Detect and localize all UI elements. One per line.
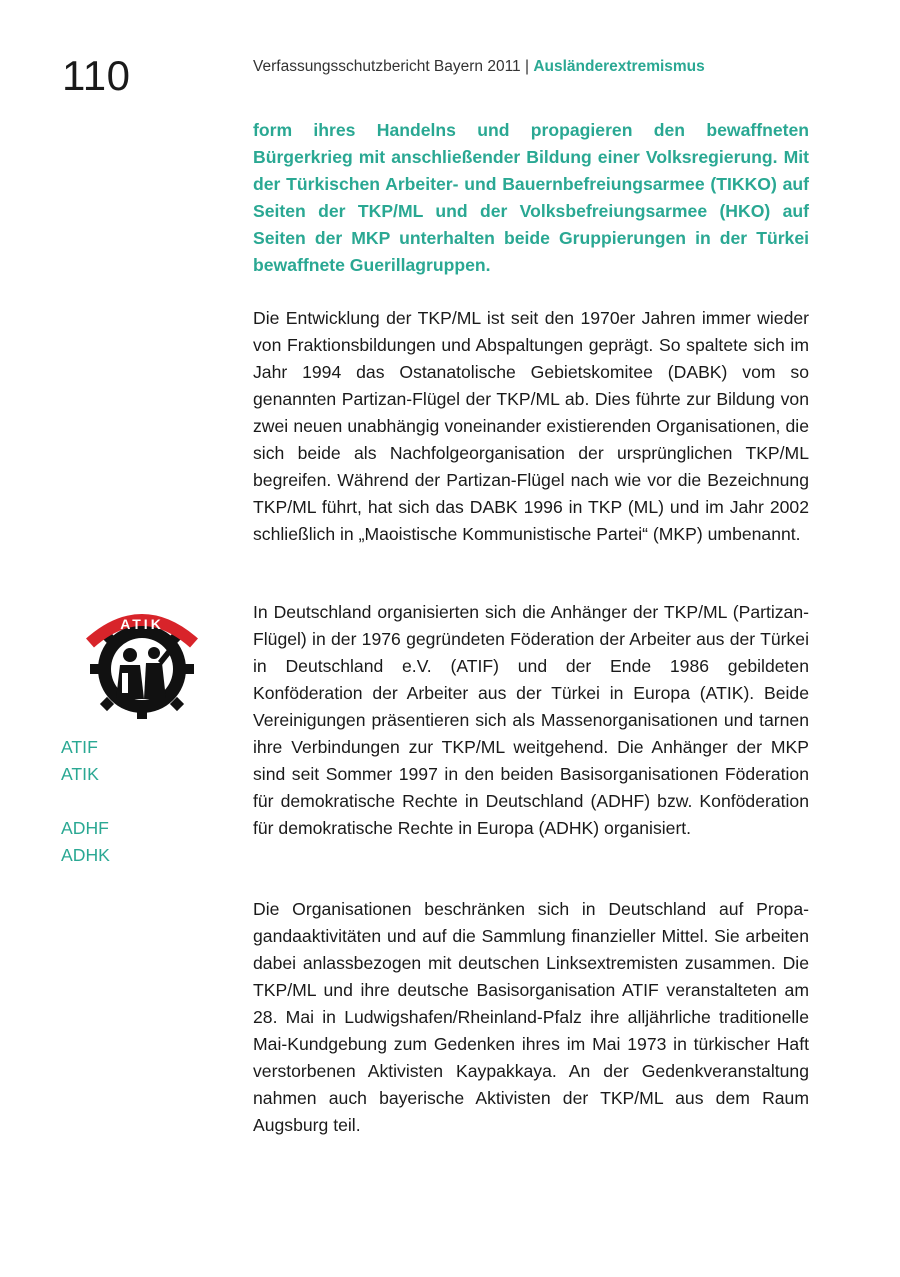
paragraph-text: In Deutschland organisierten sich die Anhänger der TKP/ML (Partizan-Flügel) in der 1976 gegründeten Föderation der Arbeiter aus der Türkei in Deutschland e.V. (ATIF) und der Ende 1986 gebildeten Konföderation der Arbeiter aus der Türkei in Europa (ATIK). Beide Vereinigungen präsentieren sich als Massenorganisationen und tarnen ihre Verbindungen zur TKP/ML weitgehend. Die Anhänger der MKP sind seit Sommer 1997 in den beiden Basisorganisationen Föderation für demokratische Rechte in Deutschland (ADHF) bzw. Konföderation für demokratische Rechte in Europa (ADHK) organisiert. [253,602,809,838]
running-header [253,58,705,76]
paragraph-1 [253,305,809,548]
margin-notes [61,734,110,869]
margin-note-atik: ATIK [61,764,99,784]
margin-note-adhf: ADHF [61,818,109,838]
paragraph-2 [253,599,809,842]
lead-paragraph [253,117,809,279]
paragraph-text: Die Entwicklung der TKP/ML ist seit den 1970er Jahren immer wieder von Fraktionsbildungen und Abspaltungen geprägt. So spaltete sich im Jahr 1994 das Ostanatolische Gebietskomitee (DABK) vom so genannten Partizan-Flügel der TKP/ML ab. Dies führte zur Bildung von zwei neuen unabhängig voneinander existierenden Organisationen, die sich beide als Nachfolgeorganisation der ursprünglichen TKP/ML begreifen. Während der Partizan-Flügel nach wie vor die Bezeichnung TKP/ML führt, hat sich das DABK 1996 in TKP (ML) und im Jahr 2002 schließlich in „Maoistische Kommunistische Partei“ (MKP) umbenannt. [253,308,809,544]
paragraph-3 [253,896,809,1139]
margin-note-atif: ATIF [61,737,98,757]
page-number: 110 [62,52,131,99]
header-separator: | [525,58,530,75]
lead-paragraph-text: form ihres Handelns und propagieren den bewaffneten Bürgerkrieg mit anschließender Bildung einer Volksregierung. Mit der Türkischen Arbeiter- und Bauernbefreiungsarmee (TIKKO) auf Seiten der TKP/ML und der Volksbefreiungsarmee (HKO) auf Seiten der MKP unterhalten beide Gruppierungen in der Türkei bewaffnete Guerillagruppen. [253,120,809,275]
header-section: Ausländerextremismus [533,58,705,75]
margin-note-adhk: ADHK [61,845,110,865]
header-title: Verfassungsschutzbericht Bayern 2011 [253,58,521,75]
atik-logo-icon [62,603,218,719]
margin-notes-gap [61,788,110,815]
paragraph-text: Die Organisationen beschränken sich in Deutschland auf Propagandaaktivitäten und auf die Sammlung finanzieller Mittel. Sie arbeiten dabei anlassbezogen mit deutschen Linksextremisten zusammen. Die TKP/ML und ihre deutsche Basisorganisation ATIF veranstalteten am 28. Mai in Ludwigshafen/Rheinland-Pfalz ihre alljährliche traditionelle Mai-Kundgebung zum Gedenken ihres im Mai 1973 in türkischer Haft verstorbenen Aktivisten Kaypakkaya. An der Gedenkveranstaltung nahmen auch bayerische Aktivisten der TKP/ML aus dem Raum Augsburg teil. [253,899,809,1135]
logo-text: ATIK [120,616,164,632]
